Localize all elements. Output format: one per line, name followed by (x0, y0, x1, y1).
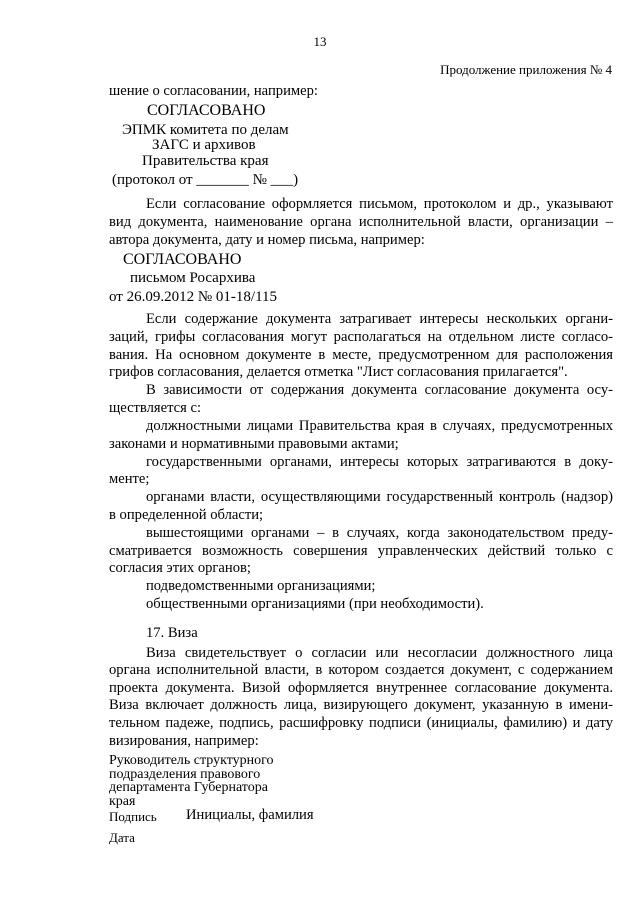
paragraph-line: В зависимости от содержания документа согласование документа осу- (146, 382, 613, 398)
list-item-line: законами и нормативными правовыми актами; (109, 436, 399, 452)
paragraph-line: автора документа, дату и номер письма, например: (109, 232, 425, 248)
date-label: Дата (109, 830, 135, 845)
list-item-line: общественными организациями (при необходимости). (146, 596, 484, 612)
list-item-line: должностными лицами Правительства края в случаях, предусмотренных (146, 418, 613, 434)
paragraph-line: тельном падеже, подпись, расшифровку подписи (инициалы, фамилию) и дату (109, 715, 613, 731)
paragraph-line: Если согласование оформляется письмом, протоколом и др., указывают (146, 196, 613, 212)
protocol-line: (протокол от _______ № ___) (112, 172, 299, 188)
approval-stamp-title: СОГЛАСОВАНО (123, 251, 242, 268)
paragraph-line: вид документа, наименование органа исполнительной власти, организации – (109, 214, 613, 230)
approval-org-line: ЗАГС и архивов (152, 137, 256, 153)
paragraph-line: проекта документа. Визой оформляется внутреннее согласование документа. (109, 680, 613, 696)
page-number: 13 (313, 34, 327, 49)
list-item-line: менте; (109, 471, 150, 487)
visa-position-line: подразделения правового (109, 766, 261, 782)
approval-org-line: Правительства края (142, 153, 269, 169)
list-item-line: в определенной области; (109, 507, 264, 523)
list-item-line: государственными органами, интересы которых затрагиваются в доку- (146, 454, 613, 470)
list-item-line: согласия этих органов; (109, 560, 251, 576)
paragraph-line: Виза свидетельствует о согласии или несогласии должностного лица (146, 645, 613, 661)
paragraph-line: заций, грифы согласования могут располагаться на отдельном листе согласо- (109, 329, 613, 345)
approval-stamp-title: СОГЛАСОВАНО (147, 102, 266, 119)
section-heading: 17. Виза (146, 625, 198, 641)
visa-position-line: департамента Губернатора (109, 780, 268, 795)
visa-position-block (109, 754, 274, 808)
letter-date-number: от 26.09.2012 № 01-18/115 (109, 289, 278, 305)
paragraph-line: ществляется с: (109, 400, 202, 416)
appendix-label: Продолжение приложения № 4 (440, 62, 612, 77)
paragraph-line: Если содержание документа затрагивает интересы нескольких органи- (146, 311, 613, 327)
initials-label: Инициалы, фамилия (186, 807, 314, 823)
paragraph-line: органа исполнительной власти, в котором создается документ, с содержанием (109, 662, 613, 678)
signature-label: Подпись (109, 809, 157, 824)
intro-line: шение о согласовании, например: (109, 83, 318, 99)
list-item-line: подведомственными организациями; (146, 578, 376, 594)
list-item-line: органами власти, осуществляющими государственный контроль (надзор) (146, 489, 613, 505)
list-item-line: вышестоящими органами – в случаях, когда законодательством преду- (146, 525, 613, 541)
paragraph-line: вания. На основном документе в месте, предусмотренном для расположения (109, 347, 613, 363)
paragraph-line: визирования, например: (109, 733, 259, 749)
visa-position-line: края (109, 793, 136, 809)
paragraph-line: грифов согласования, делается отметка "Лист согласования прилагается". (109, 364, 568, 380)
visa-position-line: Руководитель структурного (109, 753, 274, 768)
paragraph-line: Виза включает должность лица, визирующего документ, указанную в имени- (109, 697, 613, 713)
list-item-line: сматривается возможность совершения управленческих действий только с (109, 543, 613, 559)
approval-org-line: ЭПМК комитета по делам (122, 122, 289, 138)
letter-line: письмом Росархива (130, 270, 256, 286)
